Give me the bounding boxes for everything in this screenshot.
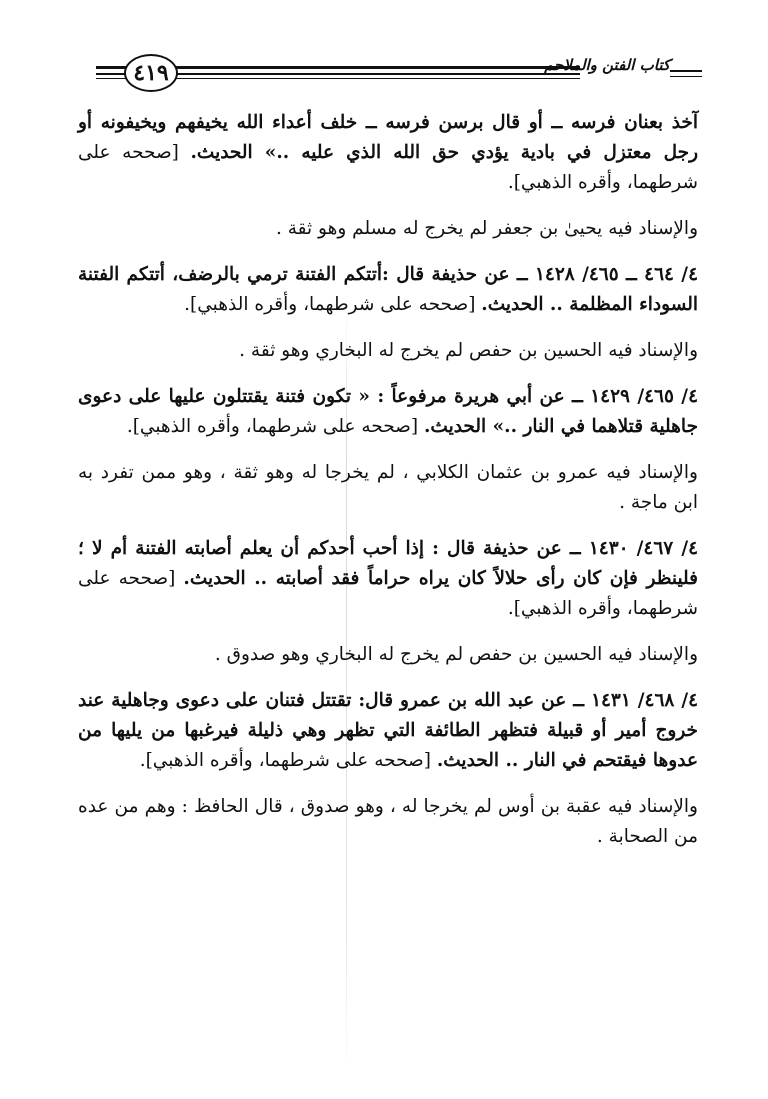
hadith-reference: ٤/ ٤٦٥/ ١٤٢٩ ــ <box>572 386 698 407</box>
grading-note: [صححه على شرطهما، وأقره الذهبي]. <box>78 568 698 619</box>
isnad-text: والإسناد فيه يحيىٰ بن جعفر لم يخرج له مسلم وهو ثقة . <box>275 218 698 239</box>
paragraph-isnad-comment <box>78 336 698 366</box>
isnad-text: والإسناد فيه الحسين بن حفص لم يخرج له البخاري وهو ثقة . <box>239 340 698 361</box>
paragraph-hadith-1431 <box>78 686 698 776</box>
hadith-text: عن أبي هريرة مرفوعاً : « تكون فتنة يقتتلون عليها على دعوى جاهلية قتلاهما في النار ..» الحديث. <box>78 386 698 437</box>
grading-note: [صححه على شرطهما، وأقره الذهبي]. <box>78 142 698 193</box>
page-header <box>60 52 710 102</box>
page-body <box>78 108 698 868</box>
header-rule <box>172 66 580 69</box>
header-rule <box>172 78 580 79</box>
hadith-text: عن حذيفة قال : إذا أحب أحدكم أن يعلم أصابته الفتنة أم لا ؛ فلينظر فإن كان رأى حلالاً كان يراه حراماً فقد أصابته .. الحديث. <box>78 538 699 589</box>
header-rule <box>96 78 126 79</box>
isnad-text: والإسناد فيه عمرو بن عثمان الكلابي ، لم يخرجا له وهو ثقة ، وهو ممن تفرد به ابن ماجة . <box>78 462 698 513</box>
paragraph-isnad-comment <box>78 214 698 244</box>
hadith-reference: ٤/ ٤٦٨/ ١٤٣١ ــ <box>573 690 699 711</box>
hadith-text: آخذ بعنان فرسه ــ أو قال برسن فرسه ــ خلف أعداء الله يخيفهم ويخيفونه أو رجل معتزل في بادية يؤدي حق الله الذي عليه ..» الحديث. <box>78 112 698 163</box>
hadith-reference: ٤/ ٤٦٧/ ١٤٣٠ ــ <box>569 538 699 559</box>
hadith-text: عن عبد الله بن عمرو قال: تقتتل فتنان على دعوى وجاهلية عند خروج أمير أو قبيلة فتظهر الطائفة التي تظهر وهي ذليلة فيرغبها من يليها من عدوها فيقتحم في النار .. الحديث. <box>78 690 698 771</box>
paragraph-hadith-1430 <box>78 534 698 624</box>
paragraph-hadith-1428 <box>78 260 698 320</box>
paragraph-isnad-comment <box>78 640 698 670</box>
grading-note: [صححه على شرطهما، وأقره الذهبي]. <box>126 416 424 437</box>
hadith-text: عن حذيفة قال :أتتكم الفتنة ترمي بالرضف، أتتكم الفتنة السوداء المظلمة .. الحديث. <box>78 264 698 315</box>
book-title: كتاب الفتن والملاحم <box>544 56 670 74</box>
paragraph-isnad-comment <box>78 792 698 852</box>
header-rule <box>96 66 126 69</box>
grading-note: [صححه على شرطهما، وأقره الذهبي]. <box>184 294 482 315</box>
header-rule <box>172 73 580 75</box>
isnad-text: والإسناد فيه الحسين بن حفص لم يخرج له البخاري وهو صدوق . <box>214 644 698 665</box>
header-rule <box>670 76 702 77</box>
paragraph-hadith-continuation <box>78 108 698 198</box>
header-rule <box>670 70 702 72</box>
isnad-text: والإسناد فيه عقبة بن أوس لم يخرجا له ، وهو صدوق ، قال الحافظ : وهم من عده من الصحابة . <box>78 796 698 847</box>
hadith-reference: ٤/ ٤٦٤ ــ ٤٦٥/ ١٤٢٨ ــ <box>516 264 698 285</box>
grading-note: [صححه على شرطهما، وأقره الذهبي]. <box>139 750 437 771</box>
header-rule <box>96 73 126 75</box>
paragraph-isnad-comment <box>78 458 698 518</box>
page-number: ٤١٩ <box>124 54 178 92</box>
paragraph-hadith-1429 <box>78 382 698 442</box>
